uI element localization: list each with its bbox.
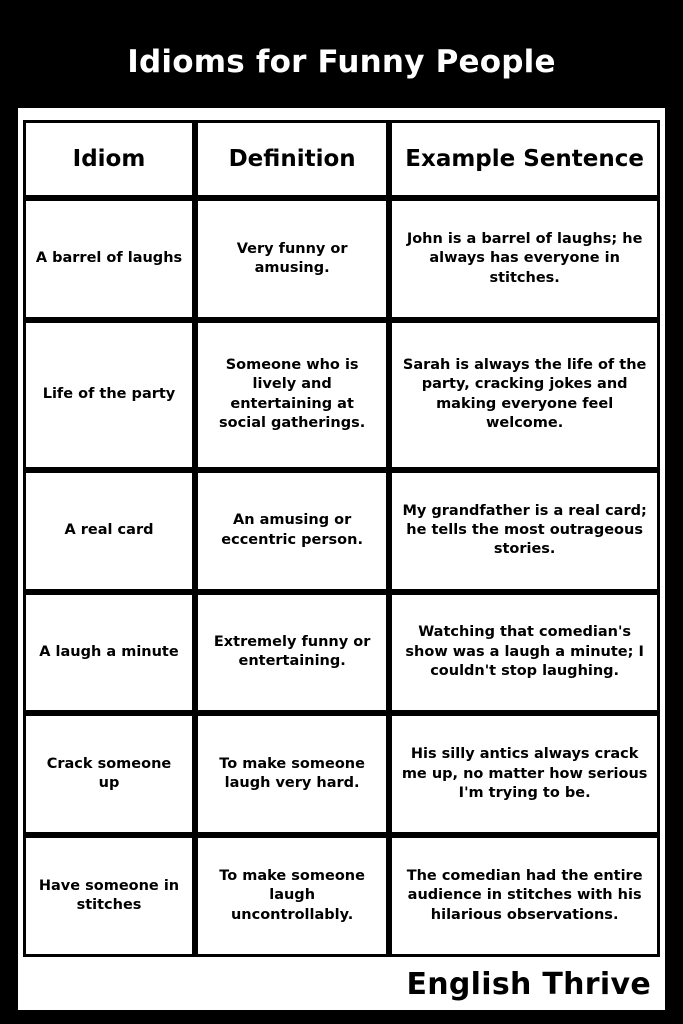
column-header-definition: Definition [195,120,389,198]
table-body [23,198,660,957]
cell-definition: Very funny or amusing. [195,198,389,320]
idioms-table-container [18,108,665,957]
cell-idiom: A laugh a minute [23,592,195,714]
cell-example: Watching that comedian's show was a laugh a minute; I couldn't stop laughing. [389,592,660,714]
table-row [23,713,660,835]
cell-definition: An amusing or eccentric person. [195,470,389,592]
table-row [23,470,660,592]
table-header-row [23,120,660,198]
cell-definition: To make someone laugh very hard. [195,713,389,835]
cell-definition: Someone who is lively and entertaining at social gatherings. [195,320,389,470]
cell-idiom: Crack someone up [23,713,195,835]
cell-definition: Extremely funny or entertaining. [195,592,389,714]
table-row [23,198,660,320]
cell-idiom: Life of the party [23,320,195,470]
table-header [23,120,660,198]
cell-idiom: Have someone in stitches [23,835,195,957]
poster-card [18,18,665,1010]
idioms-table [23,120,660,957]
cell-example: The comedian had the entire audience in stitches with his hilarious observations. [389,835,660,957]
column-header-example: Example Sentence [389,120,660,198]
cell-definition: To make someone laugh uncontrollably. [195,835,389,957]
table-row [23,320,660,470]
cell-idiom: A real card [23,470,195,592]
table-row [23,592,660,714]
page-title: Idioms for Funny People [18,18,665,108]
cell-example: John is a barrel of laughs; he always has everyone in stitches. [389,198,660,320]
cell-example: My grandfather is a real card; he tells the most outrageous stories. [389,470,660,592]
table-row [23,835,660,957]
column-header-idiom: Idiom [23,120,195,198]
cell-idiom: A barrel of laughs [23,198,195,320]
cell-example: His silly antics always crack me up, no matter how serious I'm trying to be. [389,713,660,835]
brand-footer: English Thrive [406,967,651,1002]
cell-example: Sarah is always the life of the party, cracking jokes and making everyone feel welcome. [389,320,660,470]
